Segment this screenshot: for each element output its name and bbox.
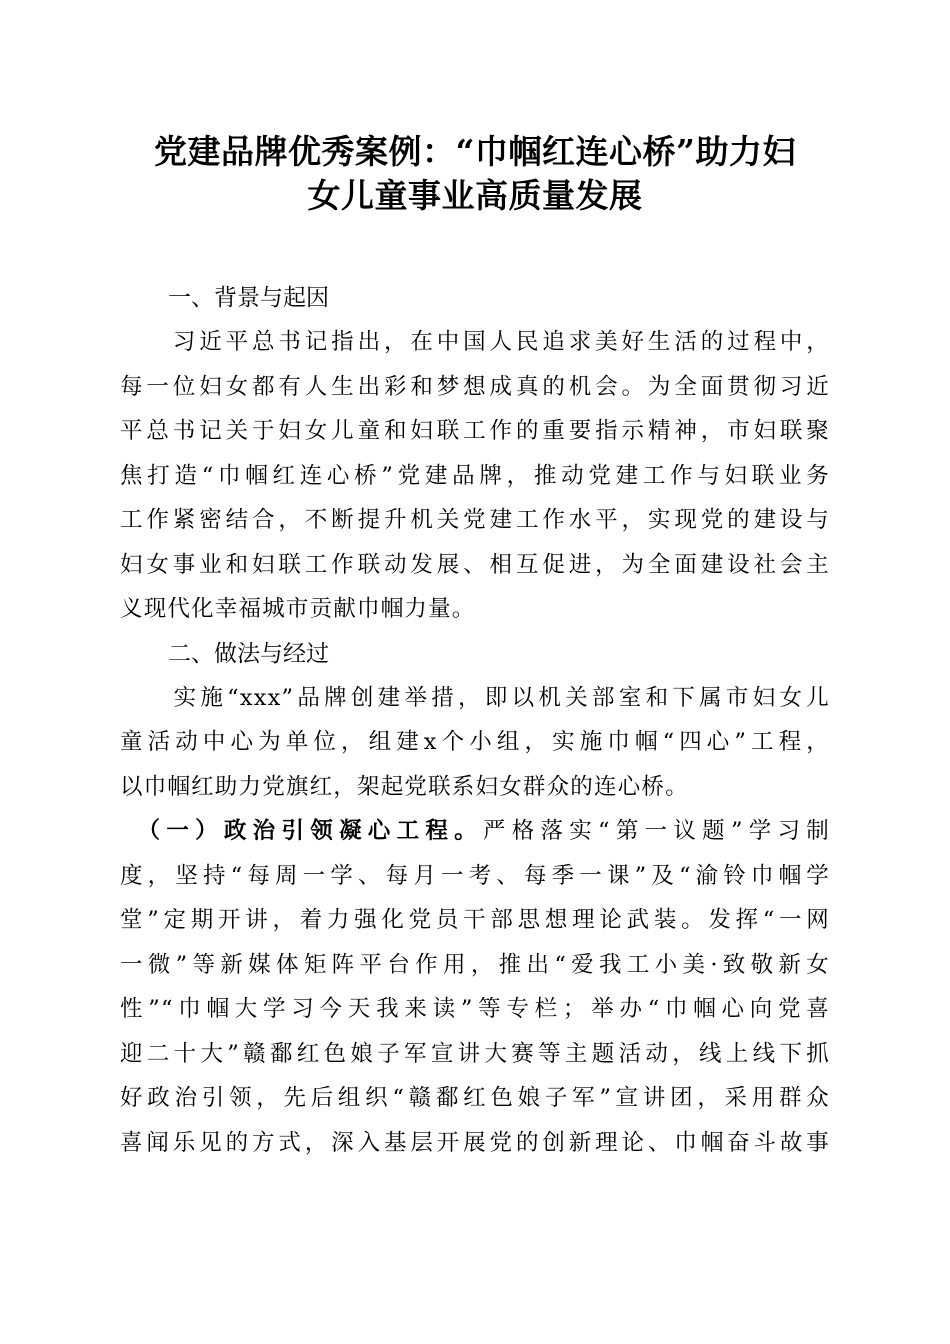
paragraph-line: 习近平总书记指出，在中国人民追求美好生活的过程中， (120, 329, 830, 355)
title-line-2: 女儿童事业高质量发展 (307, 176, 643, 215)
paragraph-subsection-1 (120, 809, 830, 1165)
paragraph-line: 实施“xxx”品牌创建举措，即以机关部室和下属市妇女儿 (120, 684, 830, 711)
title-line-1: 党建品牌优秀案例：“巾帼红连心桥”助力妇 (154, 132, 796, 171)
paragraph-line: 度，坚持“每周一学、每月一考、每季一课”及“渝铃巾帼学 (120, 862, 830, 889)
subsection-lead: （一）政治引领凝心工程。 (120, 818, 483, 844)
paragraph-line: 堂”定期开讲，着力强化党员干部思想理论武装。发挥“一网 (120, 907, 830, 933)
paragraph-line: 喜闻乐见的方式，深入基层开展党的创新理论、巾帼奋斗故事 (120, 1129, 830, 1156)
paragraph-background (120, 320, 830, 632)
paragraph-line: 好政治引领，先后组织“赣鄱红色娘子军”宣讲团，采用群众 (120, 1085, 830, 1111)
paragraph-line: 义现代化幸福城市贡献巾帼力量。 (120, 596, 476, 622)
paragraph-line: 迎二十大”赣鄱红色娘子军宣讲大赛等主题活动，线上线下抓 (120, 1040, 830, 1067)
paragraph-practice-intro (120, 676, 830, 810)
paragraph-line: 童活动中心为单位，组建x个小组，实施巾帼“四心”工程， (120, 729, 830, 755)
paragraph-line: 一微”等新媒体矩阵平台作用，推出“爱我工小美·致敬新女 (120, 951, 830, 978)
section-heading-background: 一、背景与起因 (168, 285, 329, 311)
paragraph-line (120, 809, 830, 854)
paragraph-line: 以巾帼红助力党旗红，架起党联系妇女群众的连心桥。 (120, 773, 689, 800)
paragraph-line: 焦打造“巾帼红连心桥”党建品牌，推动党建工作与妇联业务 (120, 462, 830, 489)
paragraph-line: 工作紧密结合，不断提升机关党建工作水平，实现党的建设与 (120, 507, 830, 533)
section-heading-practice: 二、做法与经过 (168, 640, 329, 667)
subsection-first-line-text: 严格落实“第一议题”学习制 (482, 818, 831, 844)
paragraph-line: 性”“巾帼大学习今天我来读”等专栏；举办“巾帼心向党喜 (120, 996, 830, 1022)
document-body (120, 276, 830, 1165)
document-page (120, 130, 830, 1165)
paragraph-line: 每一位妇女都有人生出彩和梦想成真的机会。为全面贯彻习近 (120, 373, 830, 400)
paragraph-line: 平总书记关于妇女儿童和妇联工作的重要指示精神，市妇联聚 (120, 418, 830, 444)
paragraph-line: 妇女事业和妇联工作联动发展、相互促进，为全面建设社会主 (120, 551, 830, 578)
document-title (120, 130, 830, 218)
